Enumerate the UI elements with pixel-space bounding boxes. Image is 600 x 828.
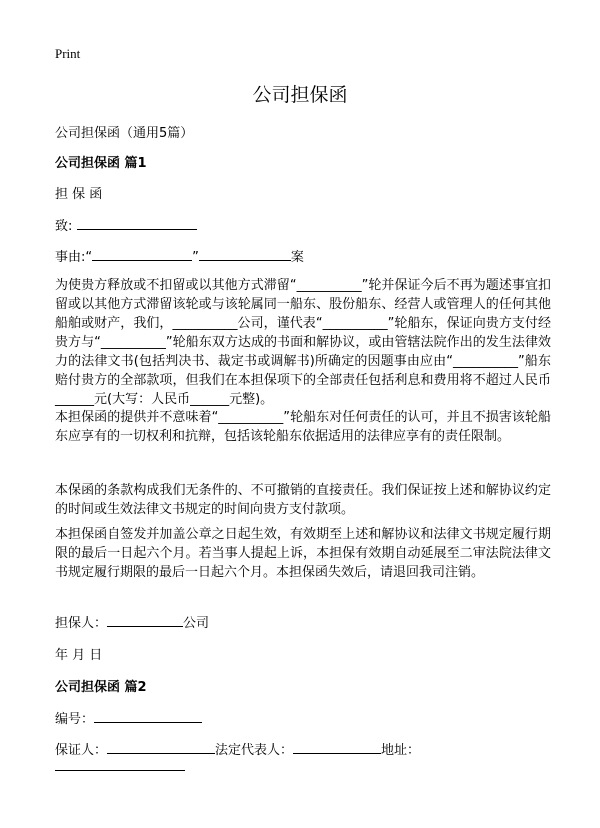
- number-blank: [94, 710, 202, 723]
- to-line: [55, 215, 197, 234]
- print-link[interactable]: Print: [55, 46, 81, 61]
- matter-mid: ”: [192, 250, 199, 265]
- legal-rep-label: 法定代表人：: [215, 743, 294, 758]
- section-heading-1: 公司担保函 篇1: [55, 156, 147, 171]
- number-line: [55, 708, 202, 727]
- address-blank-line: [55, 758, 185, 775]
- section-heading-2: 公司担保函 篇2: [55, 680, 147, 695]
- matter-end: 案: [290, 250, 304, 265]
- legal-rep-blank: [293, 741, 381, 754]
- number-label: 编号：: [55, 712, 95, 727]
- guarantor2-label: 保证人：: [55, 743, 108, 758]
- paragraph-4: 本担保函自签发并加盖公章之日起生效，有效期至上述和解协议和法律文书规定履行期限的最后一日起六个月。若当事人提起上诉，本担保有效期自动延展至二审法院法律文书规定履行期限的最后一日起六个月。本担保函失效后，请退回我司注销。: [55, 527, 551, 580]
- matter-blank-2: [199, 248, 291, 261]
- guarantor-line: [55, 612, 209, 631]
- document-subtitle: 公司担保函（通用5篇）: [55, 126, 194, 141]
- matter-line: [55, 246, 304, 265]
- guarantor-label: 担保人：: [55, 616, 108, 631]
- guarantor-suffix: 公司: [183, 616, 210, 631]
- to-label: 致:: [55, 219, 73, 234]
- to-blank: [77, 217, 197, 230]
- guarantor2-blank: [107, 741, 215, 754]
- paragraph-1: 为使贵方释放或不扣留或以其他方式滞留“__________”轮并保证今后不再为题述事宜扣留或以其他方式滞留该轮或与该轮属同一船东、股份船东、经营人或管理人的任何其他船舶或财产，我们，__________公司，谨代表“__________”轮船东，保证向贵方支付经贵方与“__________”轮船东双方达成的书面和解协议，或由管辖法院作出的发生法律效力的法律文书(包括判决书、裁定书或调解书)所确定的因题事由应由“__________”船东赔付贵方的全部款项，但我们在本担保项下的全部责任包括利息和费用将不超过人民币______元(大写：人民币______元整)。: [55, 278, 551, 407]
- address-blank: [55, 758, 185, 771]
- address-label: 地址：: [381, 743, 421, 758]
- matter-blank-1: [92, 248, 192, 261]
- guarantor2-line: [55, 739, 420, 758]
- paragraph-3: 本保函的条款构成我们无条件的、不可撤销的直接责任。我们保证按上述和解协议约定的时间或生效法律文书规定的时间向贵方支付款项。: [55, 483, 551, 517]
- matter-label: 事由:“: [55, 250, 93, 265]
- date-line: 年 月 日: [55, 648, 103, 663]
- guarantor-blank: [107, 614, 183, 627]
- page-title: 公司担保函: [252, 84, 348, 106]
- paragraph-2: 本担保函的提供并不意味着“__________”轮船东对任何责任的认可，并且不损害该轮船东应享有的一切权利和抗辩，包括该轮船东依据适用的法律应享有的责任限制。: [55, 410, 551, 444]
- guarantee-label: 担 保 函: [55, 187, 103, 202]
